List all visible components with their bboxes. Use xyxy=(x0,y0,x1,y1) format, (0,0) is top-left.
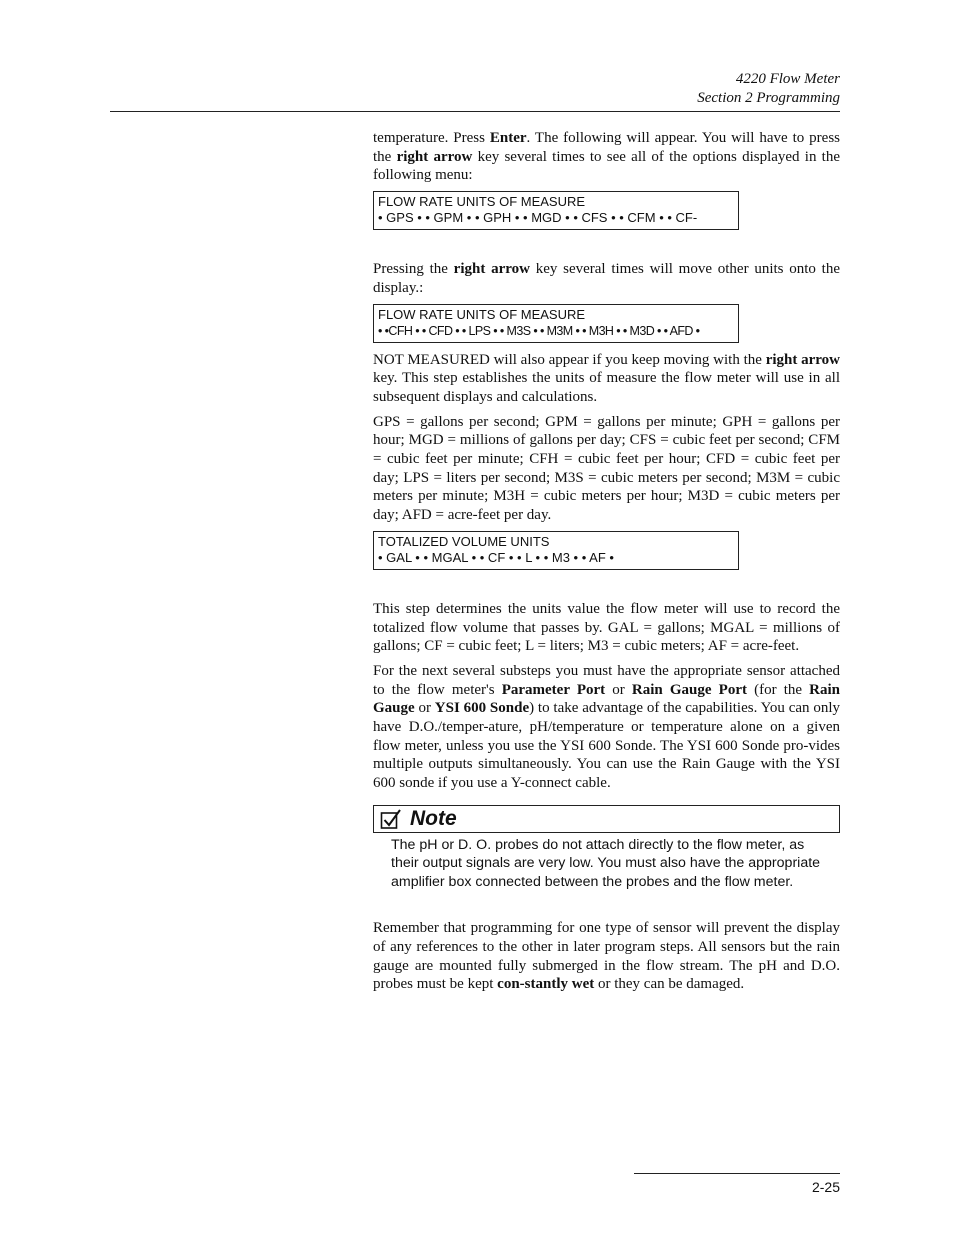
display-flow-units-2 xyxy=(373,304,739,343)
text-run: or xyxy=(605,681,632,698)
text-run: NOT MEASURED will also appear if you keep moving with the xyxy=(373,351,766,368)
paragraph-intro xyxy=(373,129,840,185)
bold-run: Parameter Port xyxy=(501,681,606,698)
text-run: key several times will move other units onto the display.: xyxy=(373,261,840,296)
paragraph-remember xyxy=(373,919,840,994)
display-line: TOTALIZED VOLUME UNITS xyxy=(378,533,550,549)
text-run: . The following will appear. You will have to press the xyxy=(373,130,841,165)
display-line: • GPS • • GPM • • GPH • • MGD • • CFS • • CFM • • CF- xyxy=(378,210,698,226)
note-header xyxy=(373,805,840,833)
bold-run: con-stantly wet xyxy=(497,976,595,993)
note-body: The pH or D. O. probes do not attach directly to the flow meter, as their output signals are very low. You must also have the appropriate amplifier box connected between the probes and the flow meter. xyxy=(391,836,821,890)
header-rule xyxy=(110,111,840,112)
running-header xyxy=(697,70,840,108)
bold-run: YSI 600 Sonde xyxy=(434,700,530,717)
paragraph-unit-definitions: GPS = gallons per second; GPM = gallons per minute; GPH = gallons per hour; MGD = millions of gallons per day; CFS = cubic feet per second; CFM = cubic feet per minute; CFH = cubic feet per hour; CFD = cubic feet per day; LPS = liters per second; M3S = cubic meters per second; M3M = cubic meters per minute; M3H = cubic meters per hour; M3D = cubic meters per day; AFD = acre-feet per day. xyxy=(373,413,840,524)
bold-run: Rain Gauge Port xyxy=(631,681,747,698)
text-run: Pressing the xyxy=(373,261,454,278)
footer-rule xyxy=(634,1173,840,1174)
display-line: FLOW RATE UNITS OF MEASURE xyxy=(378,194,586,210)
note-title: Note xyxy=(410,806,457,830)
main-column xyxy=(373,129,840,1000)
bold-run: Rain Gauge xyxy=(373,681,840,717)
paragraph-right-arrow xyxy=(373,260,840,297)
display-line: FLOW RATE UNITS OF MEASURE xyxy=(378,306,586,322)
text-run: temperature. Press xyxy=(373,130,490,146)
text-run: key. This step establishes the units of measure the flow meter will use in all subsequent displays and calculations. xyxy=(373,370,840,405)
paragraph-sensors xyxy=(373,662,840,793)
header-title: 4220 Flow Meter xyxy=(735,71,840,87)
header-section: Section 2 Programming xyxy=(697,90,840,106)
text-run: key several times to see all of the options displayed in the following menu: xyxy=(373,148,841,184)
display-line: • GAL • • MGAL • • CF • • L • • M3 • • AF • xyxy=(378,549,614,565)
text-run: Remember that programming for one type of sensor will prevent the display of any references to the other in later program steps. All sensors but the rain gauge are mounted fully submerged in the flow stream. The pH and D.O. probes must be kept xyxy=(373,920,840,993)
bold-run: right arrow xyxy=(765,351,840,368)
text-run: For the next several substeps you must have the appropriate sensor attached to the flow meter's xyxy=(373,662,840,698)
bold-run: Enter xyxy=(489,130,527,146)
text-run: or xyxy=(414,700,435,717)
display-totalized-units xyxy=(373,531,739,570)
checkbox-check-icon xyxy=(380,808,402,830)
page-number: 2-25 xyxy=(811,1179,840,1195)
bold-run: right arrow xyxy=(396,148,473,165)
paragraph-totalized: This step determines the units value the flow meter will use to record the totalized flow volume that passes by. GAL = gallons; MGAL = millions of gallons; CF = cubic feet; L = liters; M3 = cubic meters; AF = acre-feet. xyxy=(373,600,840,655)
bold-run: right arrow xyxy=(453,261,530,278)
display-line: • •CFH • • CFD • • LPS • • M3S • • M3M • • M3H • • M3D • • AFD • xyxy=(378,323,700,338)
text-run: ) to take advantage of the capabilities. You can only have D.O./temper-ature, pH/temperature or temperature alone on a given flow meter, unless you use the YSI 600 Sonde. The YSI 600 Sonde pro-vides multiple outputs simultaneously. You can use the Rain Gauge with the YSI 600 sonde if you use a Y-connect cable. xyxy=(373,700,841,792)
text-run: (for the xyxy=(746,681,810,698)
display-flow-units-1 xyxy=(373,191,739,230)
text-run: or they can be damaged. xyxy=(594,976,745,993)
paragraph-not-measured xyxy=(373,351,840,407)
